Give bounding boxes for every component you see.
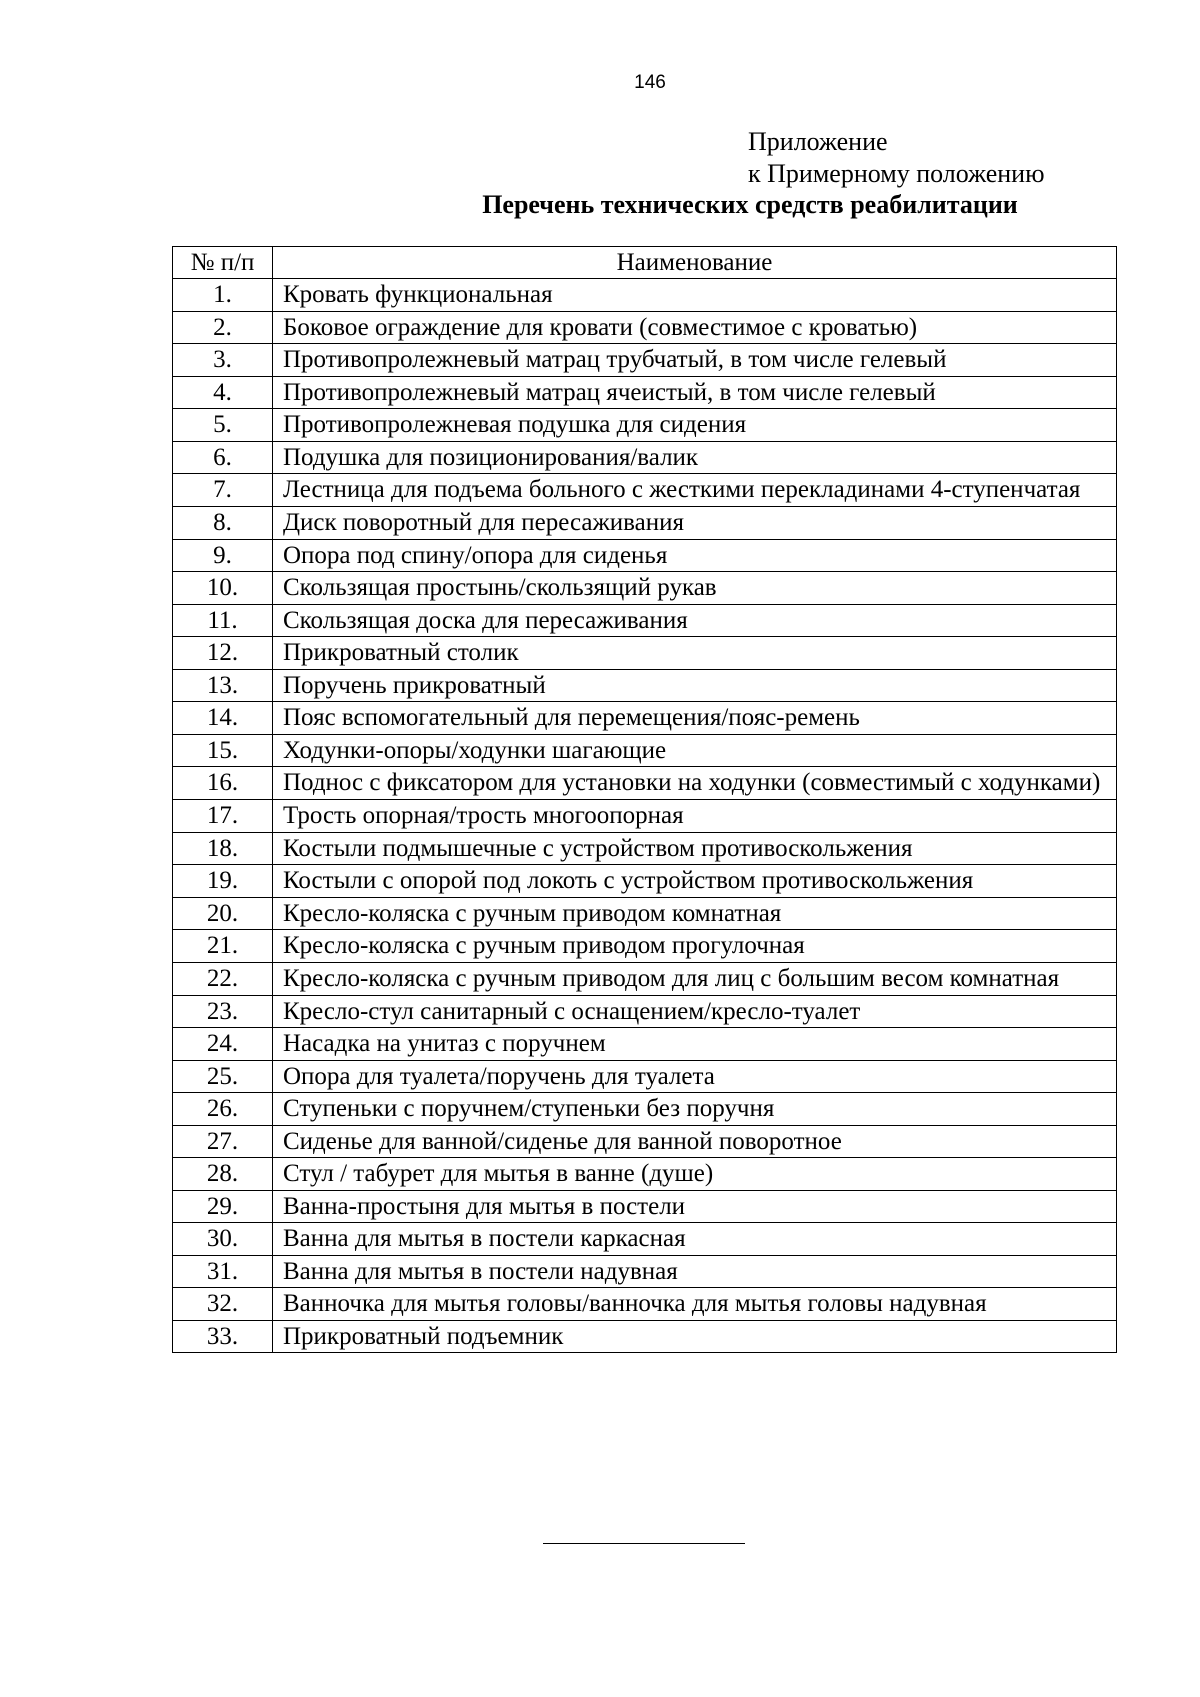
row-number: 6. bbox=[173, 441, 273, 474]
row-item-name: Противопролежневый матрац ячеистый, в том числе гелевый bbox=[273, 376, 1117, 409]
table-row bbox=[173, 637, 1117, 670]
appendix-line-1: Приложение bbox=[748, 127, 888, 156]
appendix-note bbox=[748, 126, 1045, 190]
row-number: 9. bbox=[173, 539, 273, 572]
row-item-name: Кровать функциональная bbox=[273, 279, 1117, 312]
table-row bbox=[173, 507, 1117, 540]
row-item-name: Противопролежневая подушка для сидения bbox=[273, 409, 1117, 442]
row-item-name: Пояс вспомогательный для перемещения/пояс-ремень bbox=[273, 702, 1117, 735]
table-row bbox=[173, 897, 1117, 930]
row-number: 22. bbox=[173, 962, 273, 995]
table-row bbox=[173, 1060, 1117, 1093]
table-row bbox=[173, 702, 1117, 735]
row-number: 17. bbox=[173, 800, 273, 833]
row-number: 30. bbox=[173, 1223, 273, 1256]
row-item-name: Ступеньки с поручнем/ступеньки без поручня bbox=[273, 1093, 1117, 1126]
row-number: 14. bbox=[173, 702, 273, 735]
row-item-name: Скользящая доска для пересаживания bbox=[273, 604, 1117, 637]
row-item-name: Кресло-коляска с ручным приводом комнатная bbox=[273, 897, 1117, 930]
row-item-name: Диск поворотный для пересаживания bbox=[273, 507, 1117, 540]
row-item-name: Скользящая простынь/скользящий рукав bbox=[273, 572, 1117, 605]
row-number: 28. bbox=[173, 1158, 273, 1191]
row-item-name: Опора для туалета/поручень для туалета bbox=[273, 1060, 1117, 1093]
appendix-line-2: к Примерному положению bbox=[748, 159, 1045, 188]
table-row bbox=[173, 279, 1117, 312]
table-row bbox=[173, 832, 1117, 865]
column-header-name: Наименование bbox=[273, 247, 1117, 279]
page-number: 146 bbox=[634, 72, 666, 93]
row-item-name: Костыли подмышечные с устройством противоскольжения bbox=[273, 832, 1117, 865]
row-number: 4. bbox=[173, 376, 273, 409]
row-item-name: Стул / табурет для мытья в ванне (душе) bbox=[273, 1158, 1117, 1191]
row-item-name: Костыли с опорой под локоть с устройством противоскольжения bbox=[273, 865, 1117, 898]
row-number: 5. bbox=[173, 409, 273, 442]
row-number: 20. bbox=[173, 897, 273, 930]
row-item-name: Ванночка для мытья головы/ванночка для мытья головы надувная bbox=[273, 1288, 1117, 1321]
row-number: 1. bbox=[173, 279, 273, 312]
table-row bbox=[173, 1028, 1117, 1061]
row-item-name: Трость опорная/трость многоопорная bbox=[273, 800, 1117, 833]
document-title: Перечень технических средств реабилитации bbox=[482, 190, 1018, 219]
row-number: 11. bbox=[173, 604, 273, 637]
row-number: 31. bbox=[173, 1255, 273, 1288]
table-body bbox=[173, 279, 1117, 1353]
table-row bbox=[173, 930, 1117, 963]
row-number: 23. bbox=[173, 995, 273, 1028]
row-number: 26. bbox=[173, 1093, 273, 1126]
table-row bbox=[173, 1320, 1117, 1353]
row-item-name: Насадка на унитаз с поручнем bbox=[273, 1028, 1117, 1061]
table-row bbox=[173, 311, 1117, 344]
row-number: 2. bbox=[173, 311, 273, 344]
table-header-row bbox=[173, 247, 1117, 279]
row-item-name: Поднос с фиксатором для установки на ходунки (совместимый с ходунками) bbox=[273, 767, 1117, 800]
table-row bbox=[173, 865, 1117, 898]
table-row bbox=[173, 409, 1117, 442]
table-row bbox=[173, 1158, 1117, 1191]
row-number: 24. bbox=[173, 1028, 273, 1061]
row-item-name: Ванна-простыня для мытья в постели bbox=[273, 1190, 1117, 1223]
row-item-name: Сиденье для ванной/сиденье для ванной поворотное bbox=[273, 1125, 1117, 1158]
row-item-name: Опора под спину/опора для сиденья bbox=[273, 539, 1117, 572]
row-number: 12. bbox=[173, 637, 273, 670]
table-row bbox=[173, 474, 1117, 507]
row-number: 21. bbox=[173, 930, 273, 963]
table-row bbox=[173, 441, 1117, 474]
table-row bbox=[173, 1223, 1117, 1256]
table-row bbox=[173, 1255, 1117, 1288]
table-row bbox=[173, 800, 1117, 833]
table-row bbox=[173, 376, 1117, 409]
table-row bbox=[173, 344, 1117, 377]
table-row bbox=[173, 1288, 1117, 1321]
table-row bbox=[173, 995, 1117, 1028]
row-number: 3. bbox=[173, 344, 273, 377]
end-divider-line bbox=[543, 1543, 745, 1544]
row-item-name: Ходунки-опоры/ходунки шагающие bbox=[273, 734, 1117, 767]
row-number: 15. bbox=[173, 734, 273, 767]
table-row bbox=[173, 962, 1117, 995]
row-number: 8. bbox=[173, 507, 273, 540]
row-item-name: Противопролежневый матрац трубчатый, в том числе гелевый bbox=[273, 344, 1117, 377]
row-number: 33. bbox=[173, 1320, 273, 1353]
row-number: 13. bbox=[173, 669, 273, 702]
row-item-name: Ванна для мытья в постели надувная bbox=[273, 1255, 1117, 1288]
row-item-name: Кресло-коляска с ручным приводом прогулочная bbox=[273, 930, 1117, 963]
row-item-name: Поручень прикроватный bbox=[273, 669, 1117, 702]
row-item-name: Кресло-коляска с ручным приводом для лиц с большим весом комнатная bbox=[273, 962, 1117, 995]
row-number: 27. bbox=[173, 1125, 273, 1158]
table-row bbox=[173, 767, 1117, 800]
row-item-name: Подушка для позиционирования/валик bbox=[273, 441, 1117, 474]
row-item-name: Прикроватный подъемник bbox=[273, 1320, 1117, 1353]
row-item-name: Лестница для подъема больного с жесткими перекладинами 4-ступенчатая bbox=[273, 474, 1117, 507]
row-number: 19. bbox=[173, 865, 273, 898]
table-row bbox=[173, 572, 1117, 605]
table-row bbox=[173, 734, 1117, 767]
row-number: 7. bbox=[173, 474, 273, 507]
row-number: 32. bbox=[173, 1288, 273, 1321]
table-row bbox=[173, 604, 1117, 637]
row-item-name: Кресло-стул санитарный с оснащением/кресло-туалет bbox=[273, 995, 1117, 1028]
row-number: 25. bbox=[173, 1060, 273, 1093]
table-row bbox=[173, 669, 1117, 702]
column-header-number: № п/п bbox=[173, 247, 273, 279]
row-number: 10. bbox=[173, 572, 273, 605]
row-item-name: Ванна для мытья в постели каркасная bbox=[273, 1223, 1117, 1256]
rehab-equipment-table bbox=[172, 246, 1117, 1353]
table-row bbox=[173, 1093, 1117, 1126]
table-row bbox=[173, 1190, 1117, 1223]
row-number: 16. bbox=[173, 767, 273, 800]
table-row bbox=[173, 1125, 1117, 1158]
table-row bbox=[173, 539, 1117, 572]
row-number: 18. bbox=[173, 832, 273, 865]
row-item-name: Боковое ограждение для кровати (совместимое с кроватью) bbox=[273, 311, 1117, 344]
row-item-name: Прикроватный столик bbox=[273, 637, 1117, 670]
row-number: 29. bbox=[173, 1190, 273, 1223]
